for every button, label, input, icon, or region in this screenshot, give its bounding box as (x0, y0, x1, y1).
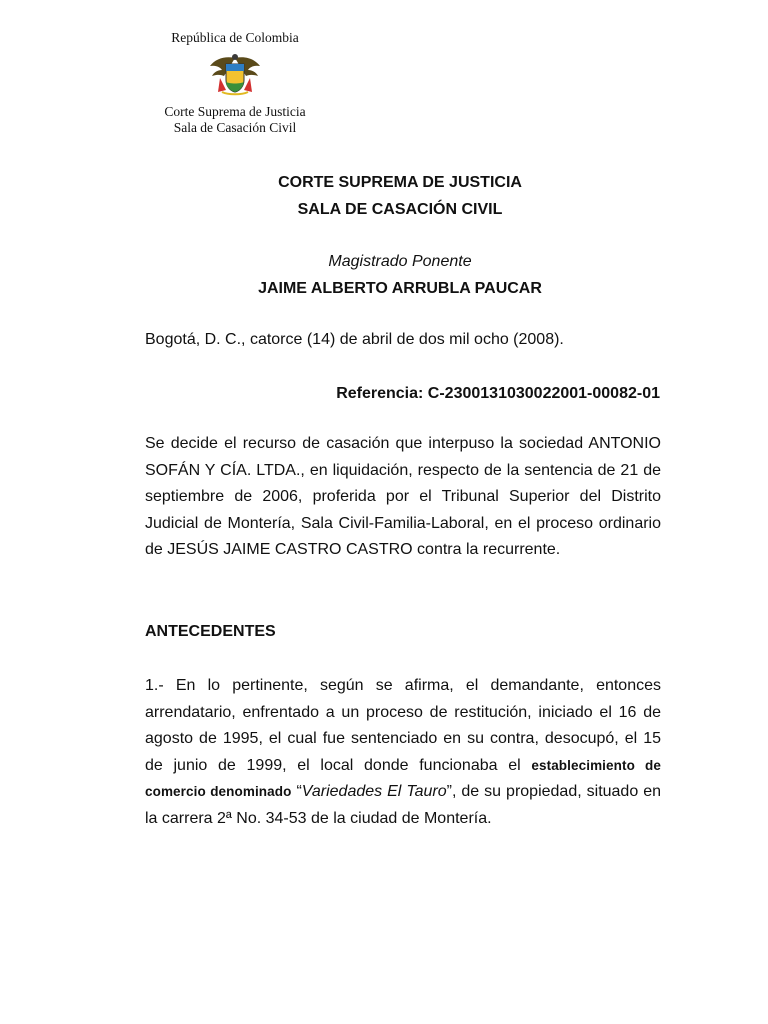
point1-open-quote: “ (291, 783, 302, 800)
point1-text-b: ”, de su propiedad, situado en la carrera 2ª No. 34-53 de la ciudad de Montería. (145, 783, 661, 827)
document-date: Bogotá, D. C., catorce (14) de abril de dos mil ocho (2008). (145, 331, 564, 348)
point1-bold-text: establecimiento de comercio denominado (145, 757, 661, 799)
letterhead-court: Corte Suprema de Justicia (164, 104, 306, 119)
heading-chamber: SALA DE CASACIÓN CIVIL (297, 201, 503, 218)
point1-text-a: 1.- En lo pertinente, según se afirma, el demandante, entonces arrendatario, enfrentado a un proceso de restitución, iniciado el 16 de agosto de 1995, el cual fue sentenciado en su contra, desocupó, el 15 de junio de 1999, el local donde funcionaba el (145, 677, 661, 774)
case-reference: Referencia: C-2300131030022001-00082-01 (336, 385, 660, 402)
ponente-name: JAIME ALBERTO ARRUBLA PAUCAR (258, 280, 542, 297)
antecedent-point-1 (145, 673, 661, 832)
ponente-role: Magistrado Ponente (328, 253, 472, 270)
letterhead-chamber: Sala de Casación Civil (173, 120, 297, 135)
point1-business-name: Variedades El Tauro (301, 783, 447, 800)
section-title-antecedentes: ANTECEDENTES (145, 623, 276, 640)
colombia-coat-of-arms-icon (208, 52, 262, 96)
heading-court: CORTE SUPREMA DE JUSTICIA (278, 174, 522, 191)
intro-paragraph: Se decide el recurso de casación que interpuso la sociedad ANTONIO SOFÁN Y CÍA. LTDA., en liquidación, respecto de la sentencia de 21 de septiembre de 2006, proferida por el Tribunal Superior del Distrito Judicial de Montería, Sala Civil-Familia-Laboral, en el proceso ordinario de JESÚS JAIME CASTRO CASTRO contra la recurrente. (145, 435, 661, 558)
letterhead (140, 30, 330, 136)
letterhead-country: República de Colombia (171, 30, 299, 45)
